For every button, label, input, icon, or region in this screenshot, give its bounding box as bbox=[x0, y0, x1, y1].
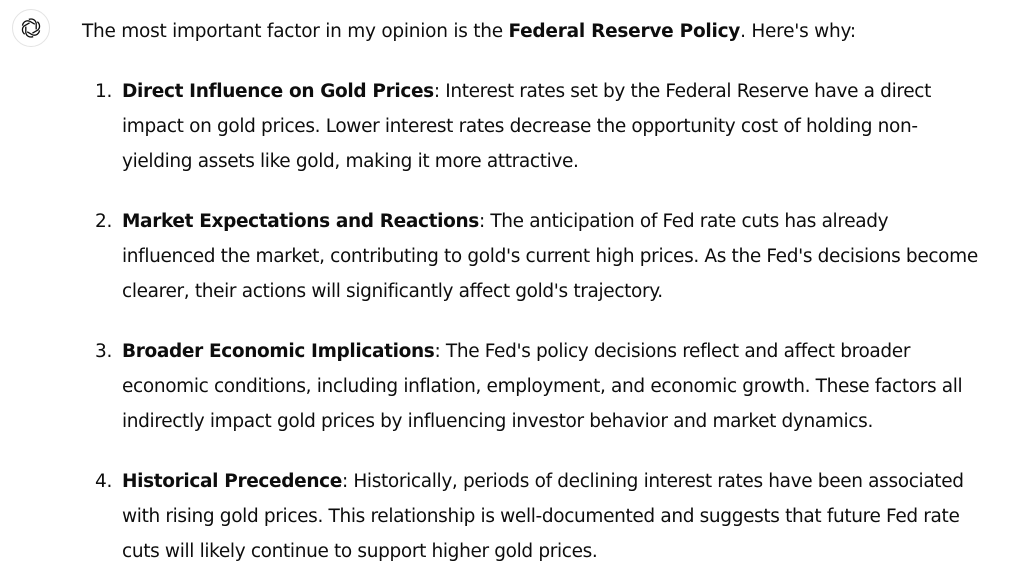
list-item-separator: : bbox=[433, 81, 440, 102]
list-item-number: 3. bbox=[95, 341, 113, 362]
openai-logo-icon bbox=[19, 16, 43, 40]
list-item-title: Market Expectations and Reactions bbox=[122, 211, 479, 232]
assistant-avatar bbox=[12, 9, 50, 47]
list-item-body: Interest rates set by the Federal Reserve have a direct impact on gold prices. Lower interest rates decrease the opportunity cost of holding non-yielding assets like gold, making it more attractive. bbox=[122, 81, 931, 172]
list-item-title: Direct Influence on Gold Prices bbox=[122, 81, 434, 102]
list-item-separator: : bbox=[478, 211, 485, 232]
list-item-body: Historically, periods of declining interest rates have been associated with rising gold prices. This relationship is well-documented and suggests that future Fed rate cuts will likely continue to support higher gold prices. bbox=[122, 471, 964, 562]
list-item-body: The anticipation of Fed rate cuts has already influenced the market, contributing to gold's current high prices. As the Fed's decisions become clearer, their actions will significantly affect gold's trajectory. bbox=[122, 211, 978, 302]
list-item-text bbox=[122, 464, 984, 569]
assistant-message bbox=[82, 17, 1012, 562]
message-intro bbox=[82, 17, 1012, 47]
list-item-text bbox=[122, 74, 984, 179]
list-item-text bbox=[122, 334, 984, 439]
list-item-body: The Fed's policy decisions reflect and affect broader economic conditions, including inflation, employment, and economic growth. These factors all indirectly impact gold prices by influencing investor behavior and market dynamics. bbox=[122, 341, 963, 432]
list-item-title: Broader Economic Implications bbox=[122, 341, 435, 362]
intro-text-before: The most important factor in my opinion is the bbox=[82, 21, 509, 42]
list-item-text bbox=[122, 204, 984, 309]
list-item-separator: : bbox=[434, 341, 441, 362]
list-item-title: Historical Precedence bbox=[122, 471, 342, 492]
intro-emphasis: Federal Reserve Policy bbox=[508, 21, 741, 42]
list-item-number: 4. bbox=[95, 471, 113, 492]
intro-text-after: . Here's why: bbox=[740, 21, 856, 42]
list-item-number: 1. bbox=[95, 81, 113, 102]
list-item-number: 2. bbox=[95, 211, 113, 232]
list-item-separator: : bbox=[341, 471, 348, 492]
